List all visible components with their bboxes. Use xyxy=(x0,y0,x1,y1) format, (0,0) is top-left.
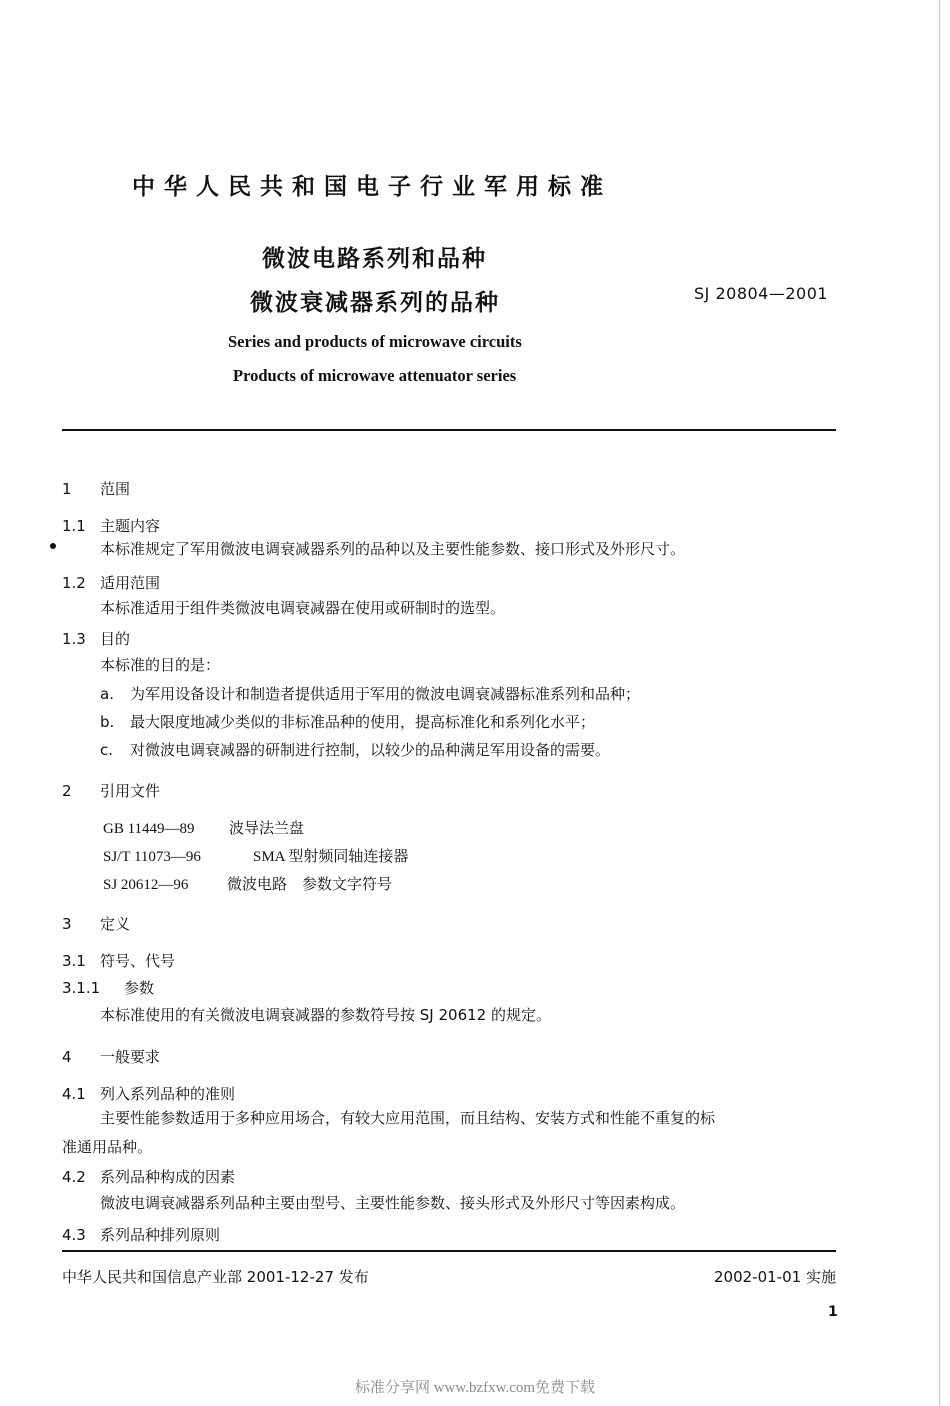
section-4-1-text-line2: 准通用品种。 xyxy=(62,1138,153,1156)
title-cn-secondary: 微波衰减器系列的品种 xyxy=(250,290,500,316)
section-number: 1 xyxy=(62,480,72,498)
reference-code: SJ/T 11073—96 xyxy=(103,849,201,865)
section-title: 主题内容 xyxy=(100,517,161,535)
list-text: 为军用设备设计和制造者提供适用于军用的微波电调衰减器标准系列和品种； xyxy=(130,685,641,703)
list-item xyxy=(100,683,640,704)
section-1-heading xyxy=(62,478,130,499)
section-title: 适用范围 xyxy=(100,574,161,592)
section-3-heading xyxy=(62,913,130,934)
section-title: 引用文件 xyxy=(100,782,161,800)
section-number: 3.1.1 xyxy=(62,979,101,997)
section-4-1-text-line1: 主要性能参数适用于多种应用场合，有较大应用范围，而且结构、安装方式和性能不重复的标 xyxy=(100,1109,716,1127)
section-1-1-heading xyxy=(62,515,160,536)
list-text: 最大限度地减少类似的非标准品种的使用，提高标准化和系列化水平； xyxy=(130,713,596,731)
list-text: 对微波电调衰减器的研制进行控制，以较少的品种满足军用设备的需要。 xyxy=(130,741,611,759)
section-number: 2 xyxy=(62,782,72,800)
org-title: 中华人民共和国电子行业军用标准 xyxy=(132,174,612,200)
section-1-2-text: 本标准适用于组件类微波电调衰减器在使用或研制时的选型。 xyxy=(100,599,506,617)
list-marker: b. xyxy=(100,713,115,731)
section-title: 参数 xyxy=(124,979,155,997)
reference-item xyxy=(103,845,408,866)
scan-edge xyxy=(939,0,950,1406)
section-title: 目的 xyxy=(100,630,131,648)
section-title: 一般要求 xyxy=(100,1048,161,1066)
section-1-2-heading xyxy=(62,572,160,593)
section-3-1-heading xyxy=(62,950,175,971)
section-4-heading xyxy=(62,1046,160,1067)
bullet-icon xyxy=(50,543,56,549)
section-number: 4 xyxy=(62,1048,72,1066)
section-number: 1.1 xyxy=(62,517,86,535)
section-number: 1.2 xyxy=(62,574,86,592)
section-1-3-intro: 本标准的目的是： xyxy=(100,656,221,674)
list-marker: a. xyxy=(100,685,114,703)
section-3-1-1-text: 本标准使用的有关微波电调衰减器的参数符号按 SJ 20612 的规定。 xyxy=(100,1006,551,1024)
issue-statement: 中华人民共和国信息产业部 2001-12-27 发布 xyxy=(62,1268,369,1286)
section-number: 4.3 xyxy=(62,1226,86,1244)
reference-item xyxy=(103,873,392,894)
list-marker: c. xyxy=(100,741,114,759)
section-3-1-1-heading xyxy=(62,977,154,998)
section-4-2-text: 微波电调衰减器系列品种主要由型号、主要性能参数、接头形式及外形尺寸等因素构成。 xyxy=(100,1194,686,1212)
page-number: 1 xyxy=(828,1304,838,1320)
title-en-secondary: Products of microwave attenuator series xyxy=(233,366,517,385)
title-en-primary: Series and products of microwave circuits xyxy=(228,332,522,351)
standard-number: SJ 20804—2001 xyxy=(694,284,829,303)
reference-title: 波导法兰盘 xyxy=(229,821,305,837)
section-title: 符号、代号 xyxy=(100,952,176,970)
section-number: 1.3 xyxy=(62,630,86,648)
section-number: 3.1 xyxy=(62,952,86,970)
reference-title: 微波电路 参数文字符号 xyxy=(227,877,393,893)
section-title: 定义 xyxy=(100,915,131,933)
section-number: 3 xyxy=(62,915,72,933)
title-cn-primary: 微波电路系列和品种 xyxy=(262,246,487,272)
section-number: 4.1 xyxy=(62,1085,86,1103)
section-4-2-heading xyxy=(62,1166,235,1187)
header-divider xyxy=(62,429,836,431)
reference-code: SJ 20612—96 xyxy=(103,877,189,893)
section-title: 范围 xyxy=(100,480,131,498)
footer-divider xyxy=(62,1250,836,1252)
section-4-1-heading xyxy=(62,1083,235,1104)
list-item xyxy=(100,739,610,760)
reference-code: GB 11449—89 xyxy=(103,821,195,837)
reference-item xyxy=(103,817,304,838)
section-1-1-text: 本标准规定了军用微波电调衰减器系列的品种以及主要性能参数、接口形式及外形尺寸。 xyxy=(100,540,686,558)
section-2-heading xyxy=(62,780,160,801)
section-4-3-heading xyxy=(62,1224,220,1245)
list-item xyxy=(100,711,595,732)
section-1-3-heading xyxy=(62,628,130,649)
watermark: 标准分享网 www.bzfxw.com免费下载 xyxy=(354,1380,596,1396)
section-number: 4.2 xyxy=(62,1168,86,1186)
reference-title: SMA 型射频同轴连接器 xyxy=(253,849,409,865)
section-title: 列入系列品种的准则 xyxy=(100,1085,236,1103)
section-title: 系列品种排列原则 xyxy=(100,1226,221,1244)
section-title: 系列品种构成的因素 xyxy=(100,1168,236,1186)
effective-date: 2002-01-01 实施 xyxy=(714,1268,836,1286)
